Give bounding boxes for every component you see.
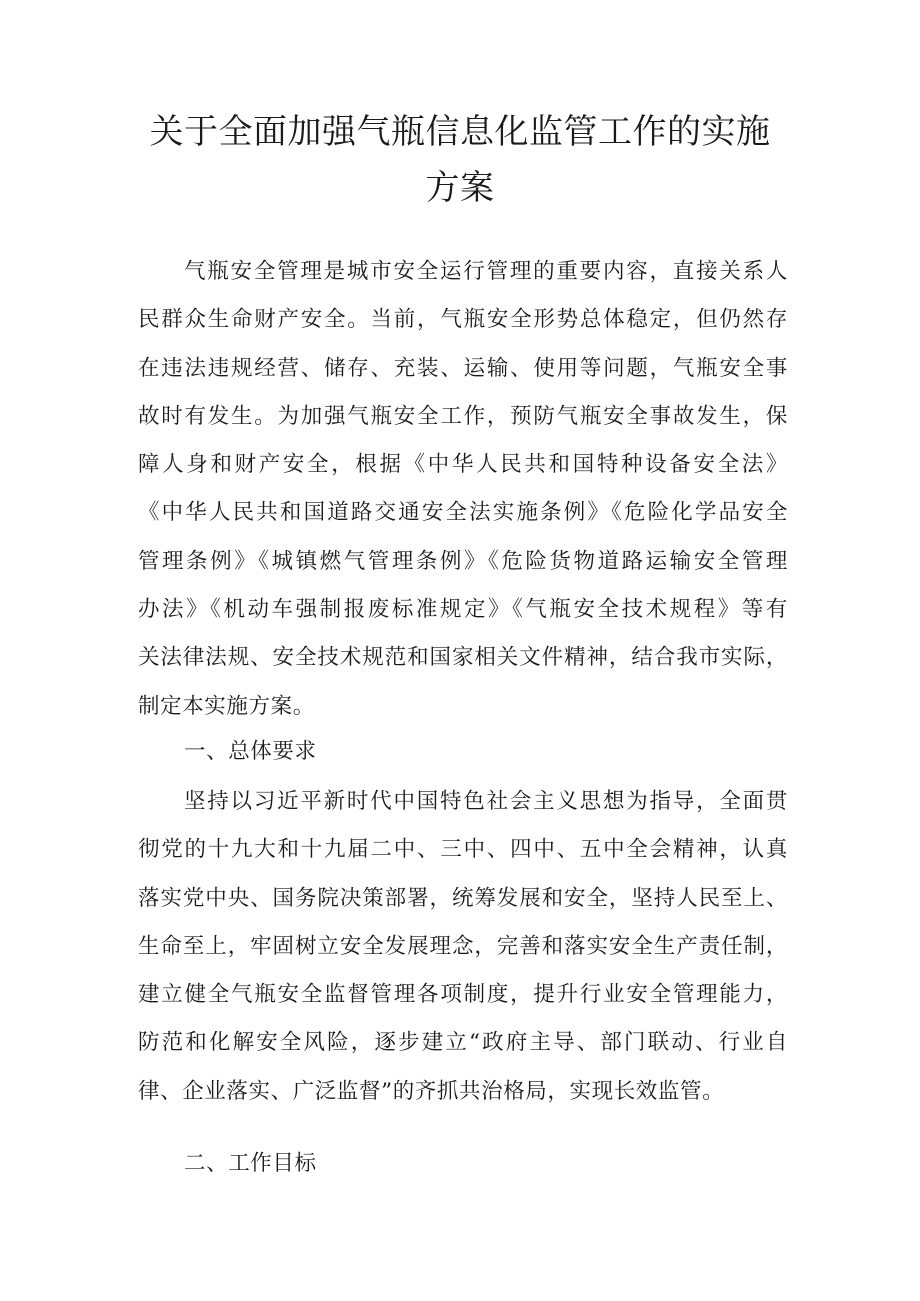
text-line: 障人身和财产安全，根据《中华人民共和国特种设备安全法》 xyxy=(138,452,788,478)
text-line: 彻党的十九大和十九届二中、三中、四中、五中全会精神，认真 xyxy=(138,837,788,863)
text-line: 建立健全气瓶安全监督管理各项制度，提升行业安全管理能力， xyxy=(138,982,788,1008)
text-line: 故时有发生。为加强气瓶安全工作，预防气瓶安全事故发生，保 xyxy=(138,403,788,429)
text-line: 管理条例》《城镇燃气管理条例》《危险货物道路运输安全管理 xyxy=(138,548,788,574)
text-line: 气瓶安全管理是城市安全运行管理的重要内容，直接关系人 xyxy=(184,259,788,284)
text-line: 制定本实施方案。 xyxy=(138,693,315,719)
text-line: 律、企业落实、广泛监督”的齐抓共治格局，实现长效监管。 xyxy=(138,1078,725,1104)
text-line: 办法》《机动车强制报废标准规定》《气瓶安全技术规程》等有 xyxy=(138,597,788,623)
text-line: 落实党中央、国务院决策部署，统筹发展和安全，坚持人民至上、 xyxy=(138,885,788,911)
text-line: 民群众生命财产安全。当前，气瓶安全形势总体稳定，但仍然存 xyxy=(138,307,788,333)
text-line: 防范和化解安全风险，逐步建立“政府主导、部门联动、行业自 xyxy=(138,1030,788,1056)
title-line-1: 关于全面加强气瓶信息化监管工作的实施 xyxy=(149,112,771,152)
section-heading-2: 二、工作目标 xyxy=(184,1151,317,1176)
title-line-2: 方案 xyxy=(425,168,495,208)
document-title xyxy=(100,104,820,216)
section-heading-1: 一、总体要求 xyxy=(184,739,317,764)
text-line: 坚持以习近平新时代中国特色社会主义思想为指导，全面贯 xyxy=(184,789,788,814)
text-line: 在违法违规经营、储存、充装、运输、使用等问题，气瓶安全事 xyxy=(138,355,788,381)
text-line: 生命至上，牢固树立安全发展理念，完善和落实安全生产责任制， xyxy=(138,933,788,959)
text-line: 关法律法规、安全技术规范和国家相关文件精神，结合我市实际， xyxy=(138,645,788,671)
section-1-paragraph xyxy=(138,778,788,1116)
text-line: 《中华人民共和国道路交通安全法实施条例》《危险化学品安全 xyxy=(138,500,788,526)
intro-paragraph xyxy=(138,248,788,731)
